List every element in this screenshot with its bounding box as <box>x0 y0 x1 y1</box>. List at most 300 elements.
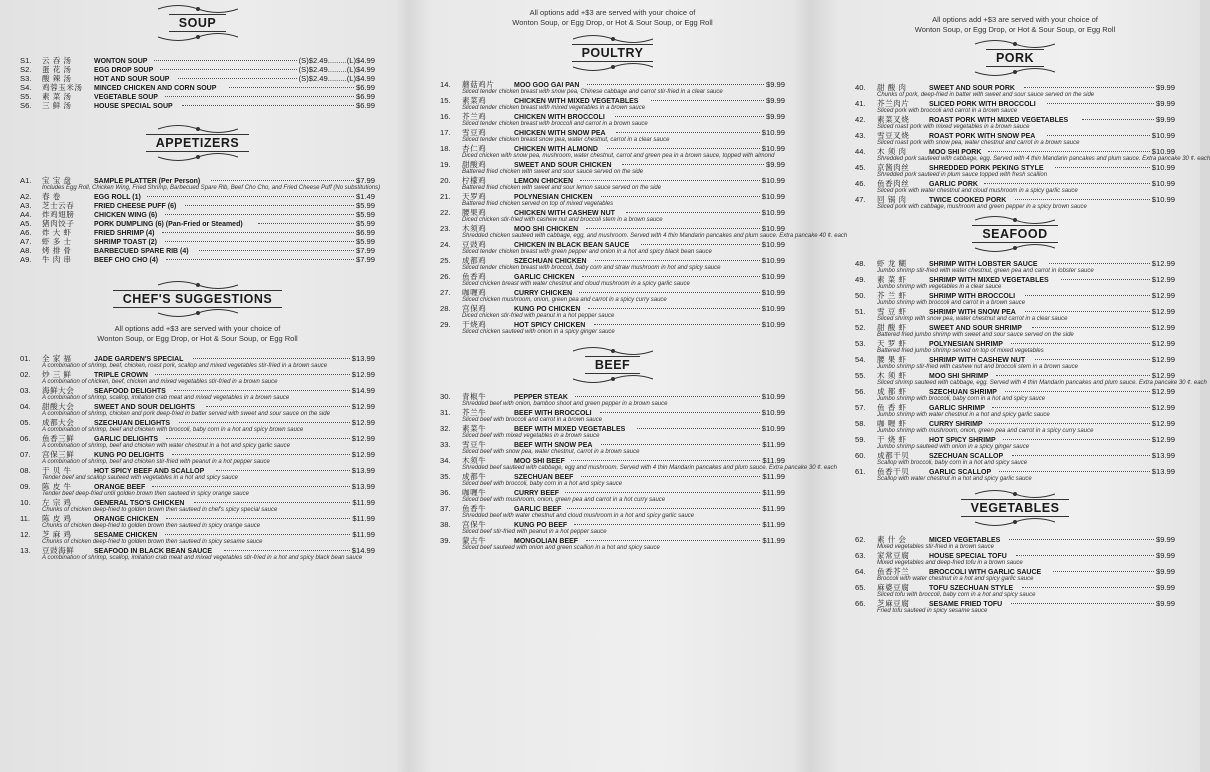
menu-item-row <box>20 546 375 555</box>
menu-item-description: Sliced tender chicken breast with snow pea, Chinese cabbage and carrot stir-fried in a clear sauce <box>462 89 723 95</box>
menu-item-chinese-name: 甜酸大会 <box>42 402 75 411</box>
menu-item-row <box>440 208 785 217</box>
option-note: Wonton Soup, or Egg Drop, or Hot & Sour Soup, or Egg Roll <box>914 25 1116 34</box>
menu-item-number: A5. <box>20 219 32 228</box>
menu-item-name: GARLIC CHICKEN <box>514 272 575 281</box>
menu-item-row <box>440 96 785 105</box>
option-note: All options add +$3 are served with your choice of <box>932 15 1098 24</box>
menu-item-price: $11.99 <box>762 488 785 497</box>
menu-item-name: POLYNESIAN SHRIMP <box>929 339 1003 348</box>
menu-item-name: SZECHUAN SCALLOP <box>929 451 1004 460</box>
menu-item-price: $10.99 <box>761 144 785 153</box>
menu-item-row <box>855 583 1175 592</box>
menu-item-chinese-name: 春 卷 <box>42 192 61 201</box>
menu-item-name: CHICKEN WING (6) <box>94 210 158 219</box>
menu-item-number: 50. <box>855 291 866 300</box>
menu-item-number: 09. <box>20 482 31 491</box>
menu-item-description: Sliced beef sauteed with onion and green scallion in a hot and spicy sauce <box>462 545 660 551</box>
menu-item-price: $13.99 <box>1151 451 1175 460</box>
menu-item-name: SHRIMP WITH CASHEW NUT <box>929 355 1026 364</box>
flourish-ornament <box>970 215 1060 225</box>
menu-item-chinese-name: 炒 三 鲜 <box>42 370 72 379</box>
menu-item-chinese-name: 芥 兰 虾 <box>877 291 907 300</box>
menu-item <box>855 179 1175 195</box>
menu-item-chinese-name: 宫保牛 <box>462 520 487 529</box>
menu-item-number: 19. <box>440 160 451 169</box>
flourish-ornament <box>153 124 243 134</box>
menu-item <box>20 546 375 562</box>
menu-item-name: BARBECUED SPARE RIB (4) <box>94 246 189 255</box>
menu-item-number: 48. <box>855 259 866 268</box>
menu-item-row <box>855 419 1175 428</box>
menu-item-price: $9.99 <box>1155 551 1175 560</box>
menu-item-row <box>855 259 1175 268</box>
menu-item <box>20 56 375 65</box>
menu-item-description: Broccoli with water chestnut in a hot and spicy garlic sauce <box>877 576 1034 582</box>
dot-leader <box>582 276 760 277</box>
menu-item-price: $10.99 <box>761 408 785 417</box>
dot-leader <box>1025 311 1149 312</box>
menu-item <box>440 456 837 472</box>
seafood-list <box>855 259 1207 483</box>
menu-item <box>20 498 375 514</box>
dot-leader <box>229 87 354 88</box>
menu-item-price: $12.99 <box>1151 307 1175 316</box>
dot-leader <box>574 524 761 525</box>
menu-item-chinese-name: 左 宗 鸡 <box>42 498 72 507</box>
menu-item <box>855 567 1175 583</box>
poultry-list <box>440 80 848 336</box>
menu-item-name: CHICKEN IN BLACK BEAN SAUCE <box>514 240 630 249</box>
menu-item <box>20 219 375 228</box>
flourish-ornament <box>153 32 243 42</box>
menu-item-chinese-name: 陈 皮 鸡 <box>42 514 72 523</box>
menu-item-description: Sliced beef with mixed vegetables in a brown sauce <box>462 433 600 439</box>
menu-item <box>855 99 1175 115</box>
menu-item-name: SWEET AND SOUR PORK <box>929 83 1015 92</box>
menu-item-description: Sliced beef stir-fried with peanut in a hot pepper sauce <box>462 529 607 535</box>
menu-item-chinese-name: 芥兰肉片 <box>877 99 910 108</box>
menu-item-row <box>855 535 1175 544</box>
menu-item-price: $5.99 <box>355 237 375 246</box>
menu-item-description: Sliced roast pork with snow pea, water chestnut and carrot in a brown sauce <box>877 140 1080 146</box>
menu-item-chinese-name: 宝 宝 盘 <box>42 176 72 185</box>
menu-item-name: JADE GARDEN'S SPECIAL <box>94 354 184 363</box>
menu-item-number: 30. <box>440 392 451 401</box>
menu-item-chinese-name: 鸡蓉玉米汤 <box>42 83 83 92</box>
menu-item-price: $12.99 <box>1151 371 1175 380</box>
menu-item <box>20 83 375 92</box>
menu-item-price: $5.99 <box>355 201 375 210</box>
dot-leader <box>165 96 354 97</box>
section-title: BEEF <box>585 356 640 374</box>
seafood-section-header <box>855 215 1175 253</box>
flourish-ornament <box>568 34 658 44</box>
menu-item-row <box>20 482 375 491</box>
dot-leader <box>179 422 350 423</box>
menu-item-number: 13. <box>20 546 31 555</box>
menu-item-row <box>440 472 785 481</box>
menu-item-price: $12.99 <box>1151 323 1175 332</box>
menu-item-name: MONGOLIAN BEEF <box>514 536 579 545</box>
menu-item-name: LEMON CHICKEN <box>514 176 573 185</box>
menu-item-chinese-name: 鱼香肉丝 <box>877 179 910 188</box>
menu-item-price: $10.99 <box>1151 179 1175 188</box>
menu-item-price: $12.99 <box>1151 419 1175 428</box>
menu-item-row <box>440 456 785 465</box>
menu-item <box>20 228 375 237</box>
menu-item-description: Sliced pork with water chestnut and cloud mushroom in a spicy garlic sauce <box>877 188 1078 194</box>
menu-item <box>440 192 785 208</box>
menu-item-row <box>855 179 1175 188</box>
menu-item-row <box>20 466 375 475</box>
menu-item-number: 25. <box>440 256 451 265</box>
menu-item <box>855 435 1175 451</box>
menu-item-description: Sliced tender chicken breast with mixed vegetables in a brown sauce <box>462 105 646 111</box>
menu-item-row <box>20 228 375 237</box>
menu-item-name: HOT SPICY BEEF AND SCALLOP <box>94 466 205 475</box>
menu-item <box>440 176 785 192</box>
dot-leader <box>1022 587 1154 588</box>
menu-item-name: HOUSE SPECIAL SOUP <box>94 101 173 110</box>
menu-item <box>855 355 1175 371</box>
menu-item-row <box>440 504 785 513</box>
menu-item-number: 53. <box>855 339 866 348</box>
dot-leader <box>1012 455 1150 456</box>
menu-item-row <box>20 176 375 185</box>
menu-item-chinese-name: 三 鲜 汤 <box>42 101 72 110</box>
menu-item-name: KUNG PO BEEF <box>514 520 568 529</box>
menu-item-name: MINCED CHICKEN AND CORN SOUP <box>94 83 217 92</box>
menu-item-chinese-name: 杏仁鸡 <box>462 144 487 153</box>
menu-item-name: MOO SHI BEEF <box>514 456 565 465</box>
menu-item-name: BEEF CHO CHO (4) <box>94 255 159 264</box>
dot-leader <box>622 164 764 165</box>
menu-item-chinese-name: 木须牛 <box>462 456 487 465</box>
menu-item <box>855 147 1210 163</box>
menu-item-description: Sliced tender chicken breast with broccoli, baby corn and straw mushroom in hot and spicy sauce <box>462 265 721 271</box>
menu-item-price: $13.99 <box>1151 467 1175 476</box>
dot-leader <box>587 84 764 85</box>
menu-item-description: Jumbo shrimp stir-fried with cashew nut and broccoli stem in a brown sauce <box>877 364 1078 370</box>
menu-item-name: CHICKEN WITH BROCCOLI <box>514 112 605 121</box>
menu-item-chinese-name: 豆豉海鲜 <box>42 546 75 555</box>
menu-item <box>20 210 375 219</box>
menu-item-name: SWEET AND SOUR CHICKEN <box>514 160 612 169</box>
menu-item-chinese-name: 成都牛 <box>462 472 487 481</box>
menu-item-name: ORANGE CHICKEN <box>94 514 159 523</box>
menu-item-number: 66. <box>855 599 866 608</box>
chef-list <box>20 354 375 562</box>
menu-item-price: $9.99 <box>1155 115 1175 124</box>
dot-leader <box>1053 571 1154 572</box>
dot-leader <box>641 244 759 245</box>
menu-item-chinese-name: 甜酸鸡 <box>462 160 487 169</box>
menu-item <box>855 551 1175 567</box>
menu-item-number: 54. <box>855 355 866 364</box>
dot-leader <box>626 212 760 213</box>
menu-item-row <box>855 131 1175 140</box>
dot-leader <box>999 471 1150 472</box>
menu-item <box>855 115 1175 131</box>
flourish-ornament <box>153 152 243 162</box>
dot-leader <box>586 540 761 541</box>
dot-leader <box>651 100 764 101</box>
dot-leader <box>1032 327 1150 328</box>
menu-item-price: $7.99 <box>355 176 375 185</box>
menu-item-number: 10. <box>20 498 31 507</box>
menu-item <box>440 440 785 456</box>
option-note: All options add +$3 are served with your choice of <box>529 8 696 17</box>
menu-item-row <box>855 323 1175 332</box>
menu-item-name: MOO SHI SHRIMP <box>929 371 989 380</box>
soup-section-header <box>20 4 375 42</box>
menu-item-price: (S)$2.49.........(L)$4.99 <box>298 65 375 74</box>
menu-item-row <box>440 392 785 401</box>
menu-column-center <box>440 0 848 772</box>
menu-item <box>855 403 1175 419</box>
menu-item-number: 46. <box>855 179 866 188</box>
menu-item-description: Chunks of pork, deep-fried in batter with sweet and sour sauce served on the side <box>877 92 1095 98</box>
menu-item-name: SHRIMP WITH BROCCOLI <box>929 291 1016 300</box>
menu-item <box>440 504 785 520</box>
menu-item-price: $11.99 <box>762 536 785 545</box>
menu-item-number: 63. <box>855 551 866 560</box>
menu-item-price: $6.99 <box>355 83 375 92</box>
menu-item-price: $12.99 <box>1151 355 1175 364</box>
menu-item-chinese-name: 青椒牛 <box>462 392 487 401</box>
flourish-ornament <box>153 308 243 318</box>
menu-item <box>440 424 785 440</box>
menu-item <box>20 466 375 482</box>
menu-item-description: Chunks of chicken deep-fried to golden brown then sauteed in spicy sesame sauce <box>42 539 263 545</box>
menu-item-description: Sliced roast pork with mixed vegetables in a brown sauce <box>877 124 1030 130</box>
menu-item-chinese-name: 蘑菇鸡片 <box>462 80 495 89</box>
menu-item <box>20 246 375 255</box>
menu-item-row <box>440 128 785 137</box>
menu-item-description: Mixed vegetables stir-fried in a brown sauce <box>877 544 994 550</box>
menu-item-number: S2. <box>20 65 32 74</box>
menu-item-description: Sliced shrimp with snow pea, water chestnut and carrot in a clear sauce <box>877 316 1068 322</box>
menu-item-number: 62. <box>855 535 866 544</box>
menu-item-number: 38. <box>440 520 451 529</box>
menu-item-name: GARLIC DELIGHTS <box>94 434 159 443</box>
menu-item-row <box>440 144 785 153</box>
menu-item <box>440 128 785 144</box>
menu-item <box>855 275 1175 291</box>
menu-item-chinese-name: 干 烧 虾 <box>877 435 907 444</box>
menu-item <box>20 92 375 101</box>
menu-item-price: $10.99 <box>1151 195 1175 204</box>
vegetables-list <box>855 535 1175 615</box>
dot-leader <box>571 460 760 461</box>
menu-item-row <box>440 240 785 249</box>
menu-item-number: 42. <box>855 115 866 124</box>
menu-item-price: $6.99 <box>355 228 375 237</box>
menu-item-number: 44. <box>855 147 866 156</box>
menu-item-description: Battered fried chicken with sweet and sour lemon sauce served on the side <box>462 185 662 191</box>
menu-item-name: POLYNESIAN CHICKEN <box>514 192 593 201</box>
menu-item-number: S1. <box>20 56 32 65</box>
menu-item-name: BROCCOLI WITH GARLIC SAUCE <box>929 567 1042 576</box>
menu-item-description: Jumbo shrimp sauteed with onion in a spicy ginger sauce <box>877 444 1030 450</box>
menu-item-price: $10.99 <box>761 392 785 401</box>
menu-item-number: 22. <box>440 208 451 217</box>
menu-item-number: 23. <box>440 224 451 233</box>
menu-item <box>440 80 785 96</box>
menu-item-number: A8. <box>20 246 32 255</box>
dot-leader <box>1047 135 1150 136</box>
menu-item-number: 15. <box>440 96 451 105</box>
menu-item-number: S3. <box>20 74 32 83</box>
option-note: All options add +$3 are served with your choice of <box>114 324 281 333</box>
dot-leader <box>1047 103 1154 104</box>
menu-item-row <box>855 275 1175 284</box>
menu-item-name: SWEET AND SOUR SHRIMP <box>929 323 1022 332</box>
menu-item-price: $10.99 <box>761 192 785 201</box>
menu-item-price: $9.99 <box>1155 599 1175 608</box>
menu-item-number: A7. <box>20 237 32 246</box>
menu-item-chinese-name: 木 须 肉 <box>877 147 907 156</box>
menu-item-row <box>20 386 375 395</box>
menu-item-number: 57. <box>855 403 866 412</box>
menu-item-chinese-name: 素菜牛 <box>462 424 487 433</box>
beef-list <box>440 392 837 552</box>
poultry-section-header <box>440 34 785 72</box>
menu-item-description: Jumbo shrimp with broccoli, baby corn in a hot and spicy sauce <box>877 396 1046 402</box>
menu-item-price: $6.99 <box>355 92 375 101</box>
menu-item-chinese-name: 海鲜大会 <box>42 386 75 395</box>
menu-item <box>20 434 375 450</box>
dot-leader <box>1061 279 1150 280</box>
menu-item-number: 17. <box>440 128 451 137</box>
menu-item-name: EGG ROLL (1) <box>94 192 141 201</box>
menu-item <box>440 304 785 320</box>
menu-item-name: GARLIC SCALLOP <box>929 467 992 476</box>
pork-section-header <box>855 39 1175 77</box>
menu-item-name: FRIED CHEESE PUFF (6) <box>94 201 177 210</box>
flourish-ornament <box>568 346 658 356</box>
menu-item-description: Shredded beef with onion, bamboo shoot and green pepper in a brown sauce <box>462 401 668 407</box>
menu-item-price: $5.99 <box>355 219 375 228</box>
menu-item-price: $10.99 <box>761 304 785 313</box>
dot-leader <box>193 358 350 359</box>
menu-item-row <box>440 408 785 417</box>
dot-leader <box>206 406 350 407</box>
menu-item <box>440 520 785 536</box>
menu-item-row <box>20 210 375 219</box>
menu-item <box>20 65 375 74</box>
dot-leader <box>579 292 759 293</box>
menu-item-chinese-name: 豆豉鸡 <box>462 240 487 249</box>
menu-item-name: CURRY CHICKEN <box>514 288 573 297</box>
menu-item-number: A9. <box>20 255 32 264</box>
menu-item-number: 45. <box>855 163 866 172</box>
menu-item-row <box>855 99 1175 108</box>
menu-item <box>440 472 785 488</box>
dot-leader <box>1055 167 1149 168</box>
menu-item-row <box>855 599 1175 608</box>
menu-item-chinese-name: 木须鸡 <box>462 224 487 233</box>
menu-item-description: Jumbo shrimp stir-fried with water chestnut, green pea and carrot in lobster sauce <box>877 268 1094 274</box>
menu-item-chinese-name: 咖喱鸡 <box>462 288 487 297</box>
dot-leader <box>601 444 760 445</box>
dot-leader <box>1024 87 1154 88</box>
menu-item-chinese-name: 鱼香干贝 <box>877 467 910 476</box>
menu-item-chinese-name: 甜 酸 虾 <box>877 323 907 332</box>
menu-item-row <box>20 192 375 201</box>
menu-item-name: PORK DUMPLING (6) (Pan-Fried or Steamed) <box>94 219 243 228</box>
dot-leader <box>600 412 759 413</box>
menu-item-number: 32. <box>440 424 451 433</box>
dot-leader <box>185 205 354 206</box>
menu-item <box>440 536 785 552</box>
menu-item <box>855 451 1175 467</box>
menu-item <box>855 339 1175 355</box>
menu-item-chinese-name: 素 菜 汤 <box>42 92 72 101</box>
section-title: SOUP <box>169 14 226 32</box>
menu-item-row <box>20 246 375 255</box>
menu-item-description: Battered fried chicken with sweet and sour sauce served on the side <box>462 169 644 175</box>
menu-item-name: BEEF WITH BROCCOLI <box>514 408 592 417</box>
menu-item-name: SEAFOOD DELIGHTS <box>94 386 166 395</box>
pork-list <box>855 83 1210 211</box>
menu-item-row <box>20 418 375 427</box>
menu-item-chinese-name: 家常豆腐 <box>877 551 910 560</box>
menu-item-number: 14. <box>440 80 451 89</box>
menu-item-chinese-name: 牛 肉 串 <box>42 255 72 264</box>
menu-item-number: 31. <box>440 408 451 417</box>
menu-item <box>440 224 848 240</box>
menu-item-name: MOO GOO GAI PAN <box>514 80 580 89</box>
menu-item-description: Includes Egg Roll, Chicken Wing, Fried Shrimp, Barbecued Spare Rib, Beef Cho Cho, and Fried Cheese Puff (No substitutions) <box>42 185 381 191</box>
section-title: PORK <box>986 49 1044 67</box>
menu-item-price: $10.99 <box>1151 147 1175 156</box>
menu-item-row <box>855 567 1175 576</box>
menu-item-name: GARLIC SHRIMP <box>929 403 985 412</box>
menu-item-row <box>20 402 375 411</box>
dot-leader <box>1016 555 1154 556</box>
menu-item-row <box>855 435 1175 444</box>
menu-item-number: 02. <box>20 370 31 379</box>
dot-leader <box>166 259 354 260</box>
menu-item-name: CHICKEN WITH MIXED VEGETABLES <box>514 96 639 105</box>
menu-item-price: $5.99 <box>355 210 375 219</box>
menu-item-row <box>440 256 785 265</box>
menu-item-price: $12.99 <box>1151 403 1175 412</box>
dot-leader <box>155 374 350 375</box>
dot-leader <box>1009 539 1154 540</box>
menu-item-number: 49. <box>855 275 866 284</box>
menu-item-number: 01. <box>20 354 31 363</box>
menu-item-price: $1.49 <box>355 192 375 201</box>
menu-item-chinese-name: 素菜鸡 <box>462 96 487 105</box>
menu-item <box>440 256 785 272</box>
menu-item-price: $10.99 <box>761 272 785 281</box>
dot-leader <box>580 180 760 181</box>
menu-item-row <box>855 83 1175 92</box>
menu-item-price: $10.99 <box>761 288 785 297</box>
menu-item-number: 33. <box>440 440 451 449</box>
menu-item-price: $9.99 <box>1155 583 1175 592</box>
menu-item-name: HOT SPICY SHRIMP <box>929 435 996 444</box>
menu-item <box>440 160 785 176</box>
menu-item-description: Sliced tender chicken breast with green pepper and onion in a hot and spicy black bean sauce <box>462 249 712 255</box>
menu-item-name: MOO SHI PORK <box>929 147 982 156</box>
menu-item-price: $10.99 <box>761 224 785 233</box>
menu-item-name: KUNG PO DELIGHTS <box>94 450 164 459</box>
menu-item-price: $13.99 <box>351 466 375 475</box>
